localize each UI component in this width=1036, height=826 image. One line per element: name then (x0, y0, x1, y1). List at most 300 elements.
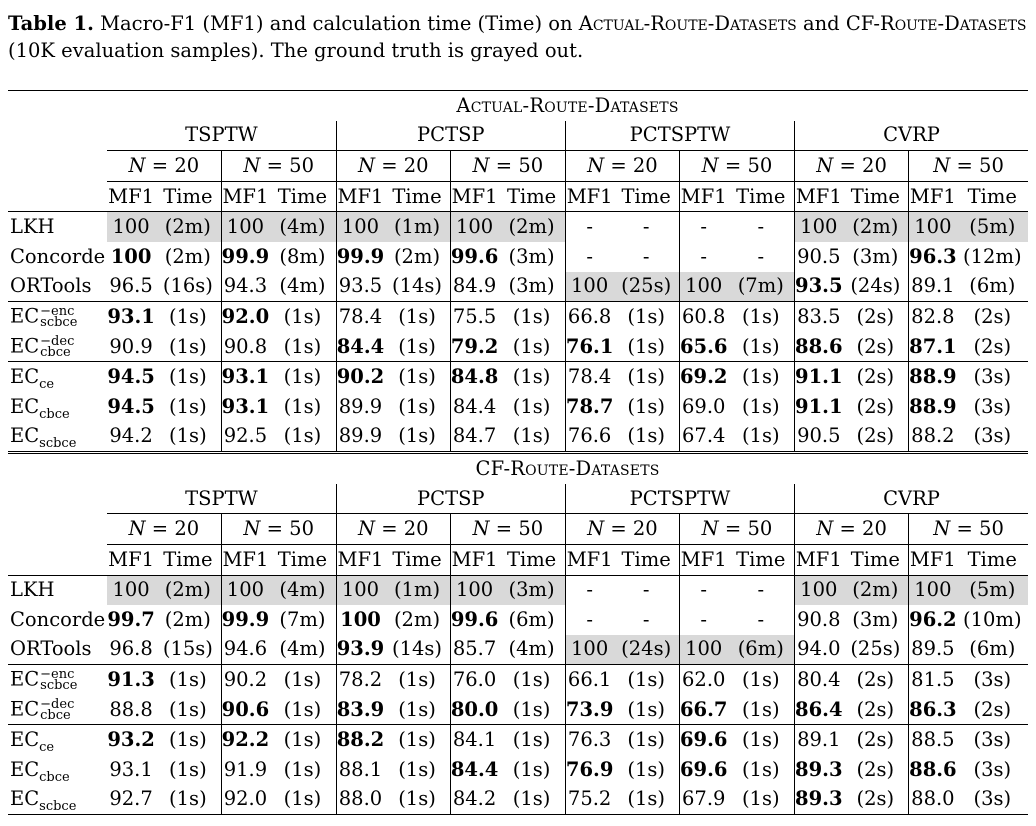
time-value: (3m) (508, 274, 555, 298)
metric-header-time: Time (621, 184, 671, 208)
time-value: (1m) (384, 212, 450, 242)
method-label: EC (10, 304, 40, 328)
metric-header-mf1: MF1 (565, 181, 613, 212)
mf1-value: 78.4 (336, 302, 384, 332)
table-row (8, 392, 1028, 422)
metric-header-mf1: MF1 (795, 544, 843, 575)
table-row (8, 725, 1028, 755)
time-value: (14s) (392, 637, 443, 661)
mf1-value: 90.8 (795, 605, 843, 635)
time-value: (8m) (279, 244, 326, 268)
metric-header-mf1: MF1 (221, 181, 269, 212)
mf1-value: 86.4 (795, 695, 843, 725)
mf1-value: 62.0 (679, 665, 727, 695)
method-name (8, 725, 107, 755)
metric-header-time: Time (850, 547, 900, 571)
mf1-value: 99.9 (221, 242, 269, 272)
method-subscript: ce (39, 377, 55, 393)
method-label: EC (10, 697, 40, 721)
method-subscript: scbce (39, 436, 77, 452)
metric-header-time: Time (277, 547, 328, 571)
n-header: N = 20 (795, 514, 909, 545)
method-label: EC (10, 757, 40, 781)
time-value: (1s) (613, 725, 679, 755)
mf1-value: - (679, 242, 727, 272)
method-name (8, 332, 107, 362)
mf1-value: 93.2 (107, 725, 155, 755)
mf1-value: 96.8 (109, 637, 153, 661)
time-value: (2s) (856, 424, 895, 448)
metric-header-mf1: MF1 (450, 181, 498, 212)
mf1-value: - (679, 575, 727, 605)
mf1-value: 100 (909, 575, 957, 605)
mf1-value: 94.2 (109, 424, 153, 448)
mf1-value: 100 (110, 244, 152, 268)
time-value: (1s) (283, 697, 322, 721)
mf1-value: 69.0 (679, 392, 727, 422)
metric-header-time: Time (850, 184, 900, 208)
time-value: (1s) (155, 302, 221, 332)
method-name (8, 212, 107, 242)
method-superscript: −dec (40, 333, 75, 349)
mf1-value: 94.6 (221, 635, 269, 665)
time-value: (2s) (973, 334, 1012, 358)
mf1-value: 69.6 (679, 755, 727, 785)
mf1-value: 89.1 (795, 725, 843, 755)
time-value: (1s) (512, 334, 551, 358)
mf1-value: 89.3 (795, 755, 843, 785)
time-value: (1m) (384, 575, 450, 605)
method-name (8, 242, 107, 272)
metric-header-mf1: MF1 (565, 544, 613, 575)
time-value: (1s) (727, 725, 794, 755)
mf1-value: 90.2 (336, 362, 384, 392)
time-value: (3s) (973, 757, 1012, 781)
time-value: (1s) (283, 334, 322, 358)
mf1-value: 100 (221, 212, 269, 242)
mf1-value: 96.2 (909, 605, 957, 635)
time-value: (7m) (279, 607, 326, 631)
metric-header-time: Time (736, 184, 786, 208)
metric-header-mf1: MF1 (108, 184, 155, 208)
method-name (8, 362, 107, 392)
method-name (8, 785, 107, 815)
mf1-value: 81.5 (909, 665, 957, 695)
mf1-value: 78.4 (565, 362, 613, 392)
method-name (8, 695, 107, 725)
mf1-value: 92.7 (107, 785, 155, 815)
n-symbol: N (243, 153, 261, 177)
time-value: (2s) (973, 697, 1012, 721)
method-superscript: −enc (40, 667, 75, 683)
n-symbol: N (357, 153, 375, 177)
mf1-value: 100 (450, 212, 498, 242)
n-symbol: N (472, 153, 490, 177)
method-name (8, 575, 107, 605)
time-value: (1s) (398, 697, 436, 721)
method-label: EC (10, 365, 40, 389)
metric-header-time: Time (621, 547, 671, 571)
time-value: (1s) (155, 725, 221, 755)
time-value: (1s) (727, 302, 794, 332)
mf1-value: 91.3 (107, 665, 155, 695)
n-header: N = 20 (107, 514, 221, 545)
mf1-value: 84.8 (450, 362, 498, 392)
mf1-value: 84.2 (450, 785, 498, 815)
time-value: (2m) (155, 212, 221, 242)
time-value: - (727, 575, 794, 605)
n-header-row (8, 151, 1028, 182)
mf1-value: 80.4 (795, 665, 843, 695)
table-row (8, 605, 1028, 635)
time-value: (16s) (162, 274, 213, 298)
mf1-value: 100 (679, 635, 727, 665)
time-value: (1s) (627, 394, 665, 418)
table-caption (8, 10, 1028, 64)
mf1-value: 69.2 (679, 362, 727, 392)
method-label: EC (10, 728, 40, 752)
n-symbol: N (587, 153, 605, 177)
time-value: (1s) (269, 785, 336, 815)
time-value: (1s) (283, 757, 322, 781)
mf1-value: 60.8 (679, 302, 727, 332)
time-value: (1s) (384, 665, 450, 695)
mf1-value: 94.3 (221, 272, 269, 302)
problem-header: PCTSPTW (565, 484, 794, 514)
problem-header: TSPTW (107, 121, 336, 151)
method-label: Concorde (10, 244, 106, 268)
time-value: (15s) (162, 637, 213, 661)
table-row (8, 242, 1028, 272)
table-row (8, 212, 1028, 242)
time-value: (25s) (613, 272, 679, 302)
time-value: (1s) (512, 697, 551, 721)
method-superscript: −dec (40, 696, 75, 712)
mf1-value: 89.3 (795, 785, 843, 815)
mf1-value: 94.0 (795, 635, 843, 665)
mf1-value: 100 (107, 212, 155, 242)
mf1-value: 90.6 (221, 695, 269, 725)
method-subscript: scbce (39, 799, 77, 815)
mf1-value: 88.2 (909, 422, 957, 453)
method-name (8, 635, 107, 665)
time-value: (1s) (169, 697, 207, 721)
method-name (8, 605, 107, 635)
mf1-value: 83.9 (336, 695, 384, 725)
mf1-value: 79.2 (450, 332, 498, 362)
mf1-value: 92.5 (221, 422, 269, 453)
problem-header-row (8, 121, 1028, 151)
mf1-value: 93.1 (221, 362, 269, 392)
time-value: (1s) (613, 362, 679, 392)
n-symbol: N (128, 517, 146, 541)
mf1-value: 84.4 (450, 755, 498, 785)
mf1-value: 94.5 (107, 362, 155, 392)
time-value: (1s) (269, 665, 336, 695)
metric-header-mf1: MF1 (450, 544, 498, 575)
time-value: (2s) (957, 302, 1028, 332)
time-value: (12m) (963, 244, 1022, 268)
table-label: Table 1. (8, 12, 94, 35)
metric-header-mf1: MF1 (909, 181, 957, 212)
time-value: (14s) (392, 274, 443, 298)
n-header: N = 50 (221, 151, 336, 182)
time-value: (4m) (279, 274, 326, 298)
time-value: (1s) (169, 394, 207, 418)
n-symbol: N (243, 517, 261, 541)
time-value: (1s) (627, 757, 665, 781)
table-row (8, 302, 1028, 332)
method-label: Concorde (10, 607, 106, 631)
mf1-value: 100 (450, 575, 498, 605)
metric-header-mf1: MF1 (108, 547, 155, 571)
time-value: (1s) (627, 424, 665, 448)
time-value: (2m) (843, 212, 909, 242)
mf1-value: 93.5 (336, 272, 384, 302)
mf1-value: 88.9 (909, 392, 957, 422)
caption-cf-dataset: CF-Route-Datasets (845, 12, 1027, 35)
mf1-value: 93.1 (221, 392, 269, 422)
time-value: (3m) (508, 244, 555, 268)
mf1-value: - (679, 212, 727, 242)
table-row (8, 755, 1028, 785)
table-row (8, 665, 1028, 695)
time-value: (1s) (269, 302, 336, 332)
time-value: (24s) (613, 635, 679, 665)
mf1-value: 78.2 (336, 665, 384, 695)
time-value: (2m) (393, 607, 441, 631)
mf1-value: 90.8 (221, 332, 269, 362)
mf1-value: 84.4 (450, 392, 498, 422)
mf1-value: 88.5 (909, 725, 957, 755)
mf1-value: 96.3 (909, 242, 957, 272)
method-label: LKH (10, 578, 55, 602)
time-value: - (757, 607, 765, 631)
problem-header: PCTSPTW (565, 121, 794, 151)
time-value: (2s) (856, 334, 895, 358)
time-value: (3m) (498, 575, 565, 605)
time-value: - (613, 212, 679, 242)
metric-header-row (8, 181, 1028, 212)
metric-header-time: Time (736, 547, 786, 571)
mf1-value: 76.9 (565, 755, 613, 785)
method-label: EC (10, 394, 40, 418)
mf1-value: 99.6 (450, 242, 498, 272)
caption-text-and: and (802, 12, 840, 35)
metric-header-mf1: MF1 (679, 181, 727, 212)
time-value: (2s) (856, 757, 895, 781)
method-subscript: ce (39, 740, 55, 756)
empty-cell (8, 121, 107, 151)
section-title: Actual-Route-Datasets (107, 91, 1028, 121)
time-value: (2m) (498, 212, 565, 242)
time-value: (1s) (498, 725, 565, 755)
problem-header: PCTSP (336, 484, 565, 514)
n-header: N = 50 (679, 151, 794, 182)
mf1-value: 100 (565, 272, 613, 302)
metric-header-time: Time (967, 547, 1017, 571)
method-label: EC (10, 787, 40, 811)
mf1-value: - (565, 212, 613, 242)
time-value: (1s) (741, 757, 780, 781)
n-symbol: N (472, 517, 490, 541)
time-value: (2m) (164, 607, 211, 631)
time-value: (1s) (169, 334, 207, 358)
time-value: (3s) (957, 665, 1028, 695)
method-label: EC (10, 334, 40, 358)
mf1-value: 93.1 (109, 757, 153, 781)
metric-header-mf1: MF1 (795, 181, 843, 212)
time-value: (3s) (957, 362, 1028, 392)
mf1-value: 76.3 (565, 725, 613, 755)
time-value: - (642, 244, 650, 268)
time-value: (3m) (852, 244, 899, 268)
mf1-value: 100 (221, 575, 269, 605)
method-subscript: cbce (39, 769, 70, 785)
n-header: N = 50 (221, 514, 336, 545)
mf1-value: 83.5 (795, 302, 843, 332)
mf1-value: 96.5 (109, 274, 153, 298)
time-value: (1s) (283, 424, 322, 448)
mf1-value: 99.9 (221, 605, 269, 635)
time-value: (2s) (843, 785, 909, 815)
table-row (8, 362, 1028, 392)
time-value: (1s) (155, 785, 221, 815)
time-value: (6m) (969, 274, 1016, 298)
mf1-value: 84.1 (450, 725, 498, 755)
mf1-value: 100 (336, 575, 384, 605)
mf1-value: 99.6 (450, 605, 498, 635)
time-value: (1s) (727, 362, 794, 392)
mf1-value: 88.8 (109, 697, 153, 721)
mf1-value: 100 (909, 212, 957, 242)
metric-header-mf1: MF1 (909, 544, 957, 575)
n-symbol: N (933, 517, 951, 541)
time-value: (3s) (957, 725, 1028, 755)
mf1-value: 91.1 (795, 392, 843, 422)
mf1-value: 73.9 (565, 695, 613, 725)
empty-cell (8, 484, 107, 514)
mf1-value: - (565, 575, 613, 605)
time-value: (1s) (741, 697, 780, 721)
n-symbol: N (816, 153, 834, 177)
time-value: (2m) (164, 244, 211, 268)
mf1-value: - (565, 242, 613, 272)
empty-cell (8, 514, 107, 545)
n-header: N = 20 (565, 514, 679, 545)
method-name (8, 422, 107, 453)
time-value: (1s) (613, 665, 679, 695)
mf1-value: 89.1 (909, 272, 957, 302)
mf1-value: 92.0 (221, 785, 269, 815)
n-symbol: N (701, 517, 719, 541)
table-row (8, 575, 1028, 605)
time-value: (3m) (852, 607, 899, 631)
metric-header-time: Time (392, 184, 442, 208)
mf1-value: 90.2 (221, 665, 269, 695)
mf1-value: 93.9 (336, 635, 384, 665)
time-value: (2s) (843, 725, 909, 755)
table-row (8, 272, 1028, 302)
caption-actual-dataset: Actual-Route-Datasets (578, 12, 797, 35)
method-label: EC (10, 424, 40, 448)
time-value: (6m) (727, 635, 794, 665)
table-row (8, 422, 1028, 453)
time-value: (24s) (850, 274, 901, 298)
mf1-value: - (565, 605, 613, 635)
time-value: (1s) (398, 394, 436, 418)
method-name (8, 302, 107, 332)
time-value: (1s) (613, 302, 679, 332)
time-value: (1s) (727, 785, 794, 815)
n-header-row (8, 514, 1028, 545)
mf1-value: 75.2 (565, 785, 613, 815)
table-row (8, 695, 1028, 725)
method-scripts (40, 667, 78, 694)
mf1-value: 84.4 (336, 332, 384, 362)
time-value: - (727, 212, 794, 242)
n-header: N = 20 (565, 151, 679, 182)
method-label: ORTools (10, 637, 92, 661)
mf1-value: 85.7 (450, 635, 498, 665)
caption-text-before: Macro-F1 (MF1) and calculation time (Time) on (100, 12, 573, 35)
time-value: (2m) (843, 575, 909, 605)
mf1-value: 94.5 (107, 394, 155, 418)
method-subscript: cbce (40, 344, 71, 360)
time-value: (6m) (969, 637, 1016, 661)
n-header: N = 50 (450, 151, 565, 182)
time-value: (1s) (398, 334, 436, 358)
mf1-value: 93.1 (107, 302, 155, 332)
n-header: N = 50 (450, 514, 565, 545)
time-value: (7m) (727, 272, 794, 302)
time-value: (3s) (973, 394, 1012, 418)
empty-cell (8, 544, 107, 575)
metric-header-time: Time (506, 547, 557, 571)
mf1-value: 66.8 (565, 302, 613, 332)
mf1-value: 92.2 (221, 725, 269, 755)
mf1-value: 100 (107, 575, 155, 605)
time-value: (1s) (169, 757, 207, 781)
metric-header-time: Time (163, 547, 213, 571)
mf1-value: 89.9 (336, 392, 384, 422)
time-value: (1s) (498, 665, 565, 695)
mf1-value: 100 (565, 635, 613, 665)
method-subscript: cbce (40, 707, 71, 723)
n-symbol: N (587, 517, 605, 541)
mf1-value: 67.4 (679, 422, 727, 453)
mf1-value: 88.2 (336, 725, 384, 755)
method-superscript: −enc (40, 303, 75, 319)
n-header: N = 50 (679, 514, 794, 545)
n-symbol: N (357, 517, 375, 541)
mf1-value: 93.5 (795, 272, 843, 302)
mf1-value: 84.9 (450, 272, 498, 302)
time-value: (4m) (279, 637, 326, 661)
time-value: (1s) (627, 334, 665, 358)
n-symbol: N (816, 517, 834, 541)
mf1-value: 99.7 (107, 607, 155, 631)
empty-cell (8, 91, 107, 121)
mf1-value: 100 (795, 212, 843, 242)
time-value: (1s) (283, 394, 322, 418)
mf1-value: - (679, 605, 727, 635)
time-value: (1s) (512, 424, 551, 448)
time-value: (1s) (741, 394, 780, 418)
method-subscript: cbce (39, 406, 70, 422)
time-value: (1s) (512, 394, 551, 418)
table-row (8, 332, 1028, 362)
